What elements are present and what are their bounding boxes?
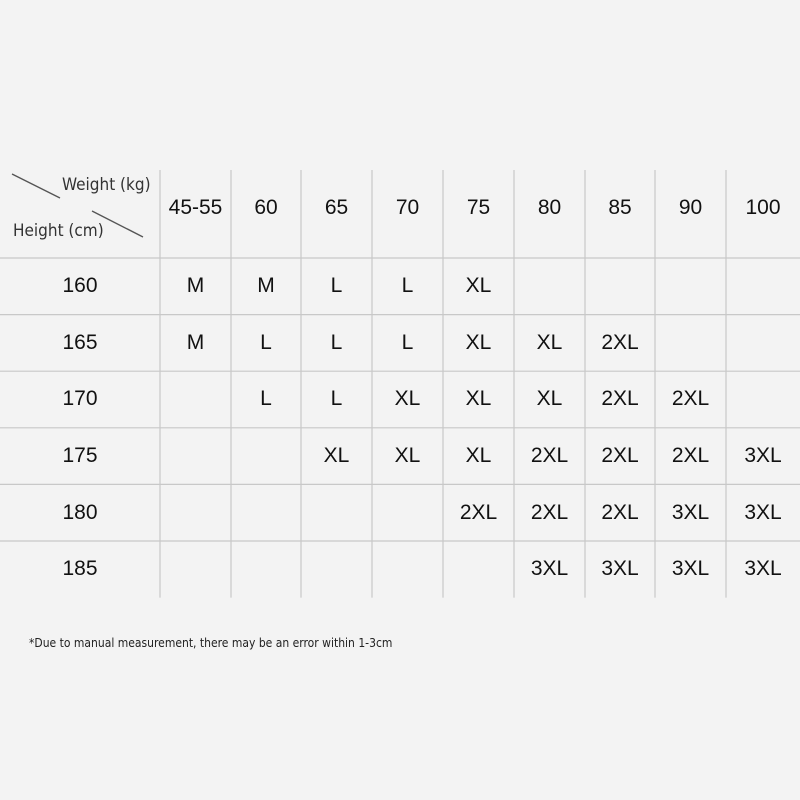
size-cell: L bbox=[330, 387, 343, 411]
height-row-label: 170 bbox=[62, 387, 98, 411]
size-cell: 2XL bbox=[459, 500, 498, 524]
size-cell: XL bbox=[465, 274, 492, 298]
size-cell: XL bbox=[536, 387, 563, 411]
weight-column-header: 70 bbox=[395, 196, 420, 219]
size-cell: 2XL bbox=[601, 330, 639, 354]
size-cell: 3XL bbox=[601, 557, 639, 581]
size-cell bbox=[655, 315, 726, 372]
size-cell: XL bbox=[394, 387, 421, 411]
height-axis-label: Height (cm) bbox=[13, 221, 104, 241]
size-cell bbox=[231, 428, 301, 485]
size-cell: L bbox=[330, 274, 343, 298]
size-cell bbox=[443, 541, 514, 598]
size-cell bbox=[726, 315, 800, 372]
size-cell: 3XL bbox=[744, 444, 782, 468]
size-cell bbox=[726, 371, 800, 428]
size-cell: L bbox=[330, 330, 343, 354]
size-cell: M bbox=[186, 274, 205, 298]
size-cell: 3XL bbox=[671, 500, 710, 524]
height-row-label: 165 bbox=[62, 330, 98, 354]
size-cell: 3XL bbox=[671, 557, 710, 581]
size-cell bbox=[301, 484, 372, 541]
weight-column-header: 60 bbox=[254, 196, 278, 219]
size-cell: 2XL bbox=[671, 444, 710, 468]
size-cell bbox=[160, 371, 231, 428]
weight-axis-label: Weight (kg) bbox=[62, 175, 151, 195]
size-chart-table bbox=[0, 170, 800, 598]
size-cell bbox=[160, 484, 231, 541]
size-cell: 3XL bbox=[744, 500, 782, 524]
size-cell: 2XL bbox=[671, 387, 710, 411]
height-row-label: 185 bbox=[62, 557, 98, 581]
size-cell bbox=[655, 258, 726, 315]
size-cell bbox=[585, 258, 655, 315]
size-cell: XL bbox=[465, 444, 492, 468]
size-cell: XL bbox=[465, 387, 492, 411]
size-cell bbox=[514, 258, 585, 315]
weight-column-header: 85 bbox=[608, 196, 632, 219]
size-cell: 2XL bbox=[601, 387, 639, 411]
size-cell bbox=[160, 428, 231, 485]
corner-header-cell bbox=[0, 170, 160, 258]
size-cell: 2XL bbox=[601, 500, 639, 524]
height-row-label: 175 bbox=[62, 444, 98, 468]
size-cell: L bbox=[260, 387, 272, 411]
size-cell: 3XL bbox=[744, 557, 782, 581]
size-cell: 3XL bbox=[530, 557, 569, 581]
weight-column-header: 45-55 bbox=[168, 196, 223, 219]
size-cell: M bbox=[257, 274, 275, 298]
size-cell: M bbox=[186, 330, 205, 354]
size-cell: L bbox=[401, 274, 414, 298]
height-row-label: 180 bbox=[62, 500, 98, 524]
size-cell bbox=[372, 541, 443, 598]
height-row-label: 160 bbox=[62, 274, 98, 298]
size-cell: XL bbox=[323, 444, 350, 468]
size-cell bbox=[372, 484, 443, 541]
weight-column-header: 65 bbox=[324, 196, 349, 219]
size-cell: L bbox=[260, 330, 272, 354]
size-cell bbox=[231, 484, 301, 541]
size-cell bbox=[160, 541, 231, 598]
size-cell: L bbox=[401, 330, 414, 354]
size-cell bbox=[726, 258, 800, 315]
size-cell: XL bbox=[465, 330, 492, 354]
weight-column-header: 80 bbox=[537, 196, 562, 219]
size-cell: 2XL bbox=[530, 444, 569, 468]
size-cell: XL bbox=[394, 444, 421, 468]
size-cell: 2XL bbox=[601, 444, 639, 468]
size-cell: 2XL bbox=[530, 500, 569, 524]
weight-header-row bbox=[0, 170, 800, 258]
weight-column-header: 90 bbox=[678, 196, 703, 219]
size-cell: XL bbox=[536, 330, 563, 354]
measurement-footnote: *Due to manual measurement, there may be an error within 1-3cm bbox=[29, 636, 393, 650]
weight-column-header: 100 bbox=[745, 196, 781, 219]
size-cell bbox=[301, 541, 372, 598]
weight-column-header: 75 bbox=[466, 196, 491, 219]
size-cell bbox=[231, 541, 301, 598]
